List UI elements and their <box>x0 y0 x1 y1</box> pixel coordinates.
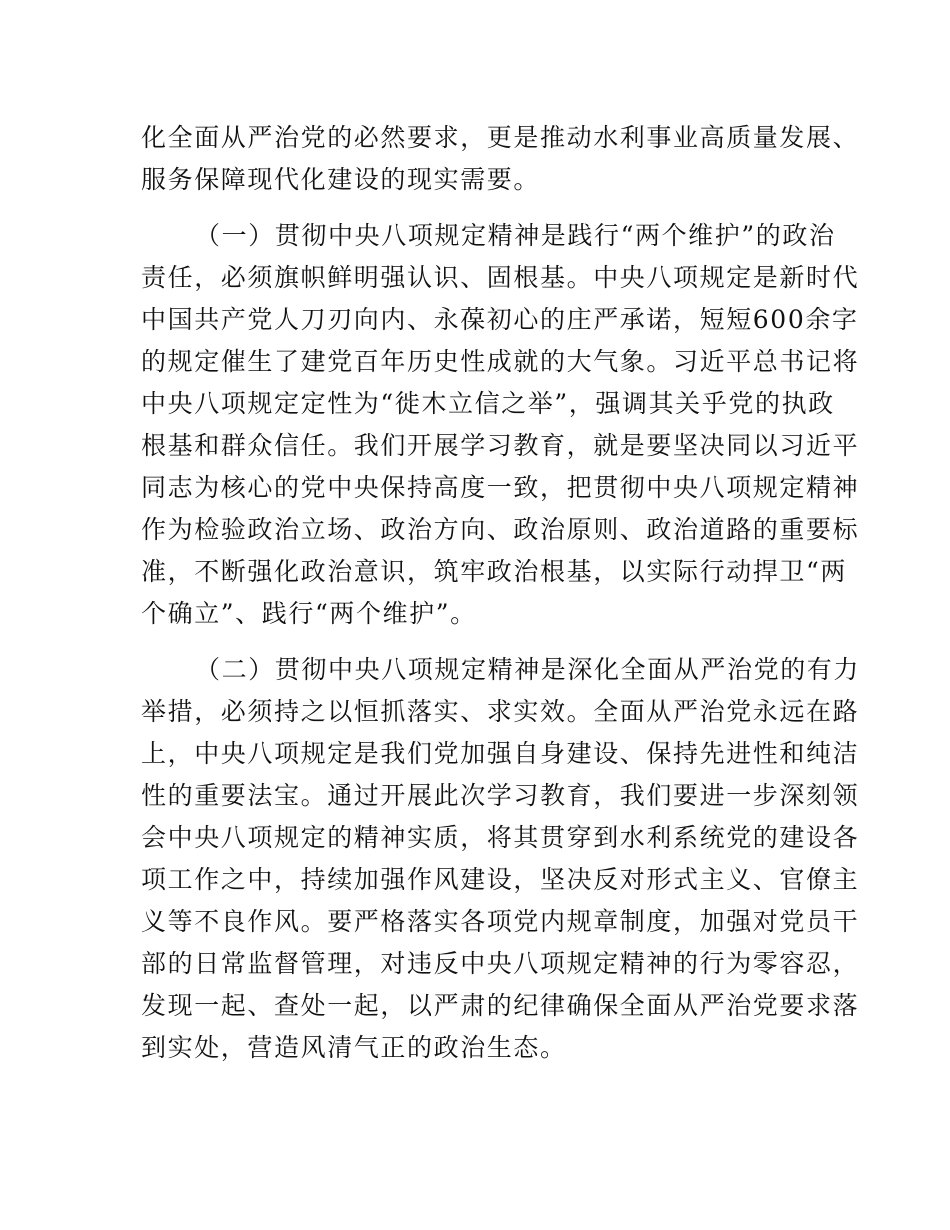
text-line: 义等不良作风。要严格落实各项党内规章制度，加强对党员干 <box>141 907 860 936</box>
document-body <box>141 117 861 1083</box>
text-line: 会中央八项规定的精神实质，将其贯穿到水利系统党的建设各 <box>141 823 860 852</box>
paragraph-section-one <box>141 215 860 635</box>
text-line: 的规定催生了建党百年历史性成就的大气象。习近平总书记将 <box>141 347 860 376</box>
text-line: 上，中央八项规定是我们党加强自身建设、保持先进性和纯洁 <box>141 739 860 768</box>
text-line: 到实处，营造风清气正的政治生态。 <box>141 1033 567 1062</box>
text-line: 服务保障现代化建设的现实需要。 <box>141 165 541 194</box>
text-line: 作为检验政治立场、政治方向、政治原则、政治道路的重要标 <box>141 515 860 544</box>
text-line: 准，不断强化政治意识，筑牢政治根基，以实际行动捍卫“两 <box>141 557 847 586</box>
paragraph-heading-line: （二）贯彻中央八项规定精神是深化全面从严治党的有力 <box>195 655 861 684</box>
text-line: 中国共产党人刀刃向内、永葆初心的庄严承诺，短短600余字 <box>141 305 859 334</box>
text-line: 性的重要法宝。通过开展此次学习教育，我们要进一步深刻领 <box>141 781 860 810</box>
text-line: 个确立”、践行“两个维护”。 <box>141 599 477 628</box>
paragraph-intro-continuation <box>141 117 860 201</box>
text-line: 举措，必须持之以恒抓落实、求实效。全面从严治党永远在路 <box>141 697 860 726</box>
text-line: 部的日常监督管理，对违反中央八项规定精神的行为零容忍， <box>141 949 860 978</box>
text-line: 责任，必须旗帜鲜明强认识、固根基。中央八项规定是新时代 <box>141 263 860 292</box>
text-line: 同志为核心的党中央保持高度一致，把贯彻中央八项规定精神 <box>141 473 860 502</box>
paragraph-section-two <box>141 649 861 1069</box>
text-line: 中央八项规定定性为“徙木立信之举”，强调其关乎党的执政 <box>141 389 835 418</box>
text-line: 化全面从严治党的必然要求，更是推动水利事业高质量发展、 <box>141 123 860 152</box>
text-line: 根基和群众信任。我们开展学习教育，就是要坚决同以习近平 <box>141 431 860 460</box>
text-line: 项工作之中，持续加强作风建设，坚决反对形式主义、官僚主 <box>141 865 860 894</box>
paragraph-heading-line: （一）贯彻中央八项规定精神是践行“两个维护”的政治 <box>195 221 836 250</box>
text-line: 发现一起、查处一起，以严肃的纪律确保全面从严治党要求落 <box>141 991 860 1020</box>
